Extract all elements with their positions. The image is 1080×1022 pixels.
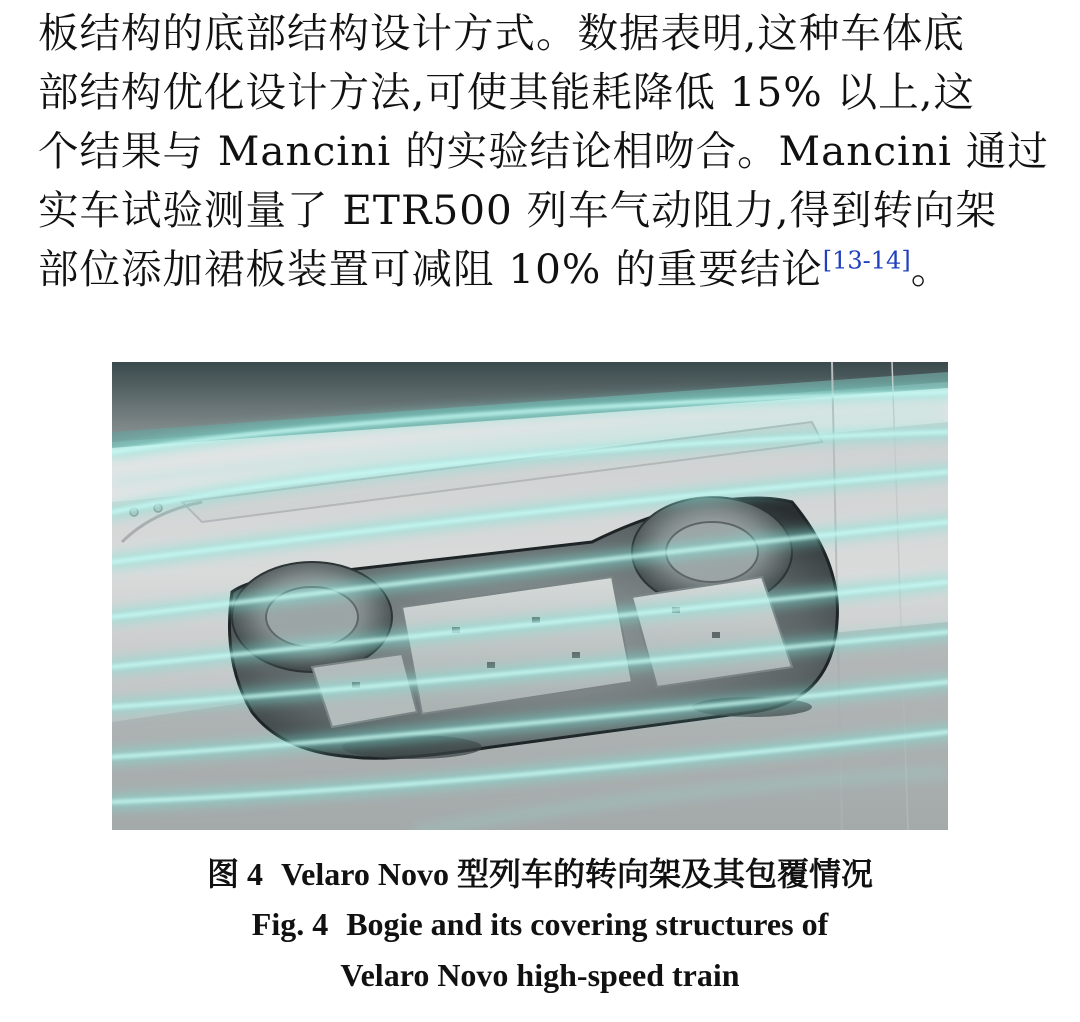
paragraph-line-5-text: 部位添加裙板装置可减阻 10% 的重要结论 (38, 245, 823, 293)
figure-bogie-image (112, 362, 948, 830)
body-paragraph (38, 4, 1048, 299)
citation-link[interactable]: [13-14] (822, 246, 911, 275)
caption-cn-text: Velaro Novo 型列车的转向架及其包覆情况 (281, 856, 874, 892)
caption-en-text-1: Bogie and its covering structures of (346, 906, 829, 942)
paragraph-line-3: 个结果与 Mancini 的实验结论相吻合。Mancini 通过 (38, 127, 1049, 175)
paragraph-line-1: 板结构的底部结构设计方式。数据表明,这种车体底 (38, 9, 965, 57)
paragraph-line-5 (38, 240, 1048, 299)
figure-caption-en-line1 (0, 904, 1080, 944)
figure-caption-en-line2 (0, 955, 1080, 995)
caption-en-label: Fig. 4 (251, 906, 329, 942)
paragraph-line-4: 实车试验测量了 ETR500 列车气动阻力,得到转向架 (38, 186, 997, 234)
paragraph-line-5-end: 。 (910, 245, 953, 293)
paragraph-line-2: 部结构优化设计方法,可使其能耗降低 15% 以上,这 (38, 68, 976, 116)
bogie-airflow-illustration (112, 362, 948, 830)
caption-en-text-2: Velaro Novo high-speed train (340, 957, 740, 993)
figure-caption-cn (0, 852, 1080, 896)
caption-cn-label: 图 4 (206, 856, 263, 892)
